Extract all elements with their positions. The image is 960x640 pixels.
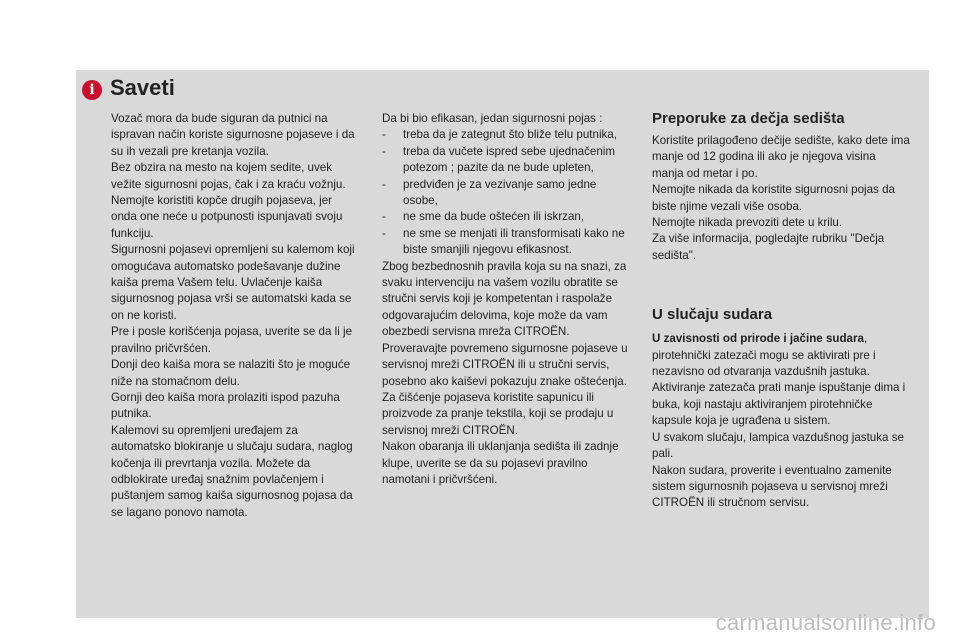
paragraph: Sigurnosni pojasevi opremljeni su kalemom koji omogućava automatsko podešavanje dužine kaiša prema Vašem telu. Uvlačenje kaiša sigurnosnog pojasa vrši se automatski kada se on ne koristi.	[111, 243, 355, 322]
paragraph: Zbog bezbednosnih pravila koja su na snazi, za svaku intervenciju na vašem vozilu obratite se stručni servis koji je kompetentan i raspolaže odgovarajućim delovima, koje može da vam obezbedi servisna mreža CITROËN.	[382, 259, 627, 339]
paragraph: Nemojte nikada prevoziti dete u krilu.	[652, 216, 843, 230]
paragraph: Nakon sudara, proverite i eventualno zamenite sistem sigurnosnih pojaseva u servisnoj mreži CITROËN ili stručnom servisu.	[652, 463, 892, 510]
list-item-text: predviđen je za vezivanje samo jedne osobe,	[403, 177, 597, 208]
heading-collision: U slučaju sudara	[652, 306, 773, 324]
column-left	[111, 111, 359, 521]
paragraph: Kalemovi su opremljeni uređajem za automatsko blokiranje u slučaju sudara, naglog kočenja ili prevrtanja vozila. Možete da odblokirate uređaj snažnim povlačenjem i puštanjem samog kaiša sigurnosnog pojasa da se lagano ponovo namota.	[111, 423, 353, 519]
watermark: carmanualsonline.info	[715, 610, 936, 635]
list-item: - ne sme se menjati ili transformisati kako ne biste smanjili njegovu efikasnost.	[382, 226, 634, 259]
paragraph: Proveravajte povremeno sigurnosne pojaseve u servisnoj mreži CITROËN ili u stručni servis, posebno ako kaiševi pokazuju znake oštećenja.	[382, 341, 628, 388]
paragraph: Aktiviranje zatezača prati manje ispuštanje dima i buka, koji nastaju aktiviranjem pirotehničke kapsule koja je ugrađena u sistem.	[652, 381, 906, 428]
list-item: - treba da vučete ispred sebe ujednačenim potezom ; pazite da ne bude upleten,	[382, 144, 634, 177]
paragraph: Nemojte nikada da koristite sigurnosni pojas da biste njime vezali više osoba.	[652, 183, 895, 213]
paragraph: Bez obzira na mesto na kojem sedite, uvek vežite sigurnosni pojas, čak i za kraću vožnju.	[111, 161, 346, 191]
paragraph: Za više informacija, pogledajte rubriku "Dečja sedišta".	[652, 232, 885, 262]
bold-lead: U zavisnosti od prirode i jačine sudara	[652, 332, 864, 346]
list-item-text: ne sme da bude oštećen ili iskrzan,	[403, 210, 585, 224]
paragraph: Vozač mora da bude siguran da putnici na ispravan način koriste sigurnosne pojaseve i da su ih vezali pre kretanja vozila.	[111, 112, 355, 158]
paragraph	[652, 331, 910, 380]
paragraph: Nemojte koristiti kopče drugih pojaseva, jer onda one neće u potpunosti ispunjavati svoju funkciju.	[111, 194, 343, 240]
paragraph: Za čišćenje pojaseva koristite sapunicu ili proizvode za pranje tekstila, koji se prodaju u servisnoj mreži CITROËN.	[382, 390, 614, 437]
list-item-text: ne sme se menjati ili transformisati kako ne biste smanjili njegovu efikasnost.	[403, 226, 625, 257]
paragraph: Donji deo kaiša mora se nalaziti što je moguće niže na stomačnom delu.	[111, 358, 351, 388]
intro-text: Da bi bio efikasan, jedan sigurnosni pojas :	[382, 112, 603, 125]
list-item-text: treba da vučete ispred sebe ujednačenim potezom ; pazite da ne bude upleten,	[403, 144, 616, 175]
paragraph: Gornji deo kaiša mora prolaziti ispod pazuha putnika.	[111, 390, 340, 421]
list-item: - predviđen je za vezivanje samo jedne osobe,	[382, 177, 634, 210]
list-item: - ne sme da bude oštećen ili iskrzan,	[382, 209, 634, 225]
paragraph: Koristite prilagođeno dečije sedište, kako dete ima manje od 12 godina ili ako je njegova visina manja od metar i po.	[652, 134, 910, 180]
section-title: Saveti	[110, 75, 175, 100]
column-right	[652, 110, 910, 512]
paragraph: U svakom slučaju, lampica vazdušnog jastuka se pali.	[652, 430, 904, 461]
list-item: - treba da je zategnut što bliže telu putnika,	[382, 127, 634, 143]
info-icon: i	[82, 80, 102, 100]
list-item-text: treba da je zategnut što bliže telu putnika,	[403, 128, 617, 142]
heading-child-seats: Preporuke za dečja sedišta	[652, 110, 845, 127]
paragraph: Nakon obaranja ili uklanjanja sedišta ili zadnje klupe, uverite se da su pojasevi pravilno namotani i pričvršćeni.	[382, 440, 619, 486]
column-middle	[382, 111, 634, 488]
lead-rest: , pirotehnički zatezači mogu se aktivirati pre i nezavisno od otvaranja vazdušnih jastuka.	[652, 332, 876, 379]
paragraph: Pre i posle korišćenja pojasa, uverite se da li je pravilno pričvršćen.	[111, 325, 353, 355]
